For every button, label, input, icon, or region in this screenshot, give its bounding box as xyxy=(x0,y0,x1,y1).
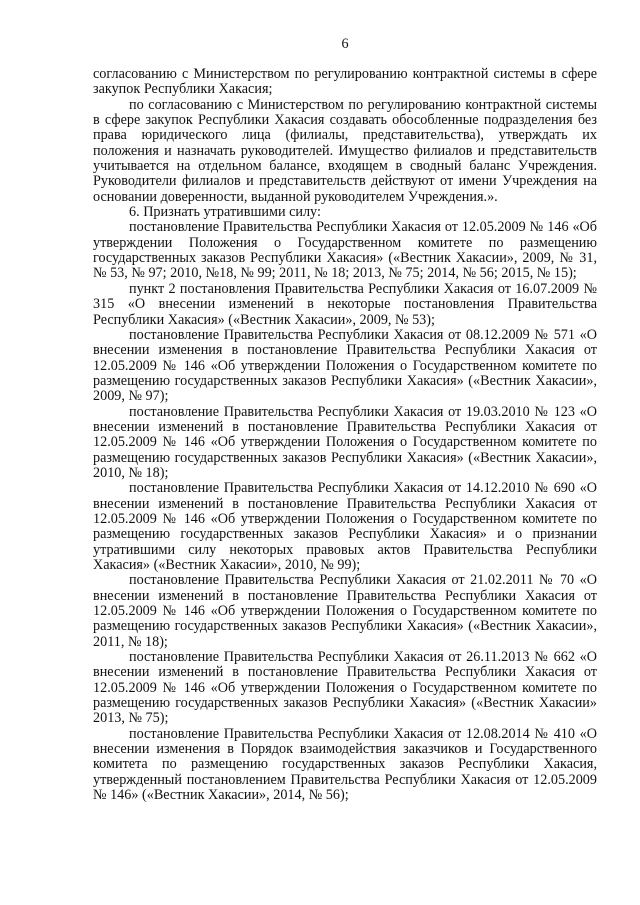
paragraph-resolution-146: постановление Правительства Республики Хакасия от 12.05.2009 № 146 «Об утверждении Положения о Государственном комитете по размещению государственных заказов Республики Хакасия» («Вестник Хакасии», 2009, № 31, № 53, № 97; 2010, №18, № 99; 2011, № 18; 2013, № 75; 2014, № 56; 2015, № 15); xyxy=(93,219,597,282)
paragraph-resolution-571: постановление Правительства Республики Хакасия от 08.12.2009 № 571 «О внесении изменения в постановление Правительства Республики Хакасия от 12.05.2009 № 146 «Об утверждении Положения о Государственном комитете по размещению государственных заказов Республики Хакасия» («Вестник Хакасии», 2009, № 97); xyxy=(93,326,597,405)
page-number: 6 xyxy=(341,36,349,52)
paragraph-resolution-123: постановление Правительства Республики Хакасия от 19.03.2010 № 123 «О внесении изменений в постановление Правительства Республики Хакасия от 12.05.2009 № 146 «Об утверждении Положения о Государственном комитете по размещению государственных заказов Республики Хакасия» («Вестник Хакасии», 2010, № 18); xyxy=(93,403,597,481)
paragraph-resolution-70: постановление Правительства Республики Хакасия от 21.02.2011 № 70 «О внесении изменений в постановление Правительства Республики Хакасия от 12.05.2009 № 146 «Об утверждении Положения о Государственном комитете по размещению государственных заказов Республики Хакасия» («Вестник Хакасии», 2011, № 18); xyxy=(93,572,597,650)
paragraph-resolution-690: постановление Правительства Республики Хакасия от 14.12.2010 № 690 «О внесении изменений в постановление Правительства Республики Хакасия от 12.05.2009 № 146 «Об утверждении Положения о Государственном комитете по размещению государственных заказов Республики Хакасия» и о признании утратившими силу некоторых правовых актов Правительства Республики Хакасия» («Вестник Хакасии», 2010, № 99); xyxy=(93,480,597,573)
paragraph-branches: по согласованию с Министерством по регулированию контрактной системы в сфере закупок Республики Хакасия создавать обособленные подразделения без права юридического лица (филиалы, представительства), утверждать их положения и назначать руководителей. Имущество филиалов и представительств учитывается на отдельном балансе, входящем в сводный баланс Учреждения. Руководители филиалов и представительств действуют от имени Учреждения на основании доверенности, выданной руководителем Учреждения.». xyxy=(93,96,597,205)
paragraph-resolution-662: постановление Правительства Республики Хакасия от 26.11.2013 № 662 «О внесении изменений в постановление Правительства Республики Хакасия от 12.05.2009 № 146 «Об утверждении Положения о Государственном комитете по размещению государственных заказов Республики Хакасия» («Вестник Хакасии» 2013, № 75); xyxy=(93,649,597,727)
paragraph-item-6: 6. Признать утратившими силу: xyxy=(129,204,321,221)
paragraph-continuation: согласованию с Министерством по регулированию контрактной системы в сфере закупок Республики Хакасия; xyxy=(93,66,597,98)
paragraph-resolution-410: постановление Правительства Республики Хакасия от 12.08.2014 № 410 «О внесении изменения в Порядок взаимодействия заказчиков и Государственного комитета по размещению государственных заказов Республики Хакасия, утвержденный постановлением Правительства Республики Хакасия от 12.05.2009 № 146» («Вестник Хакасии», 2014, № 56); xyxy=(93,725,597,804)
paragraph-resolution-315: пункт 2 постановления Правительства Республики Хакасия от 16.07.2009 № 315 «О внесении изменений в некоторые постановления Правительства Республики Хакасия» («Вестник Хакасии», 2009, № 53); xyxy=(93,280,597,328)
document-page xyxy=(93,36,597,804)
